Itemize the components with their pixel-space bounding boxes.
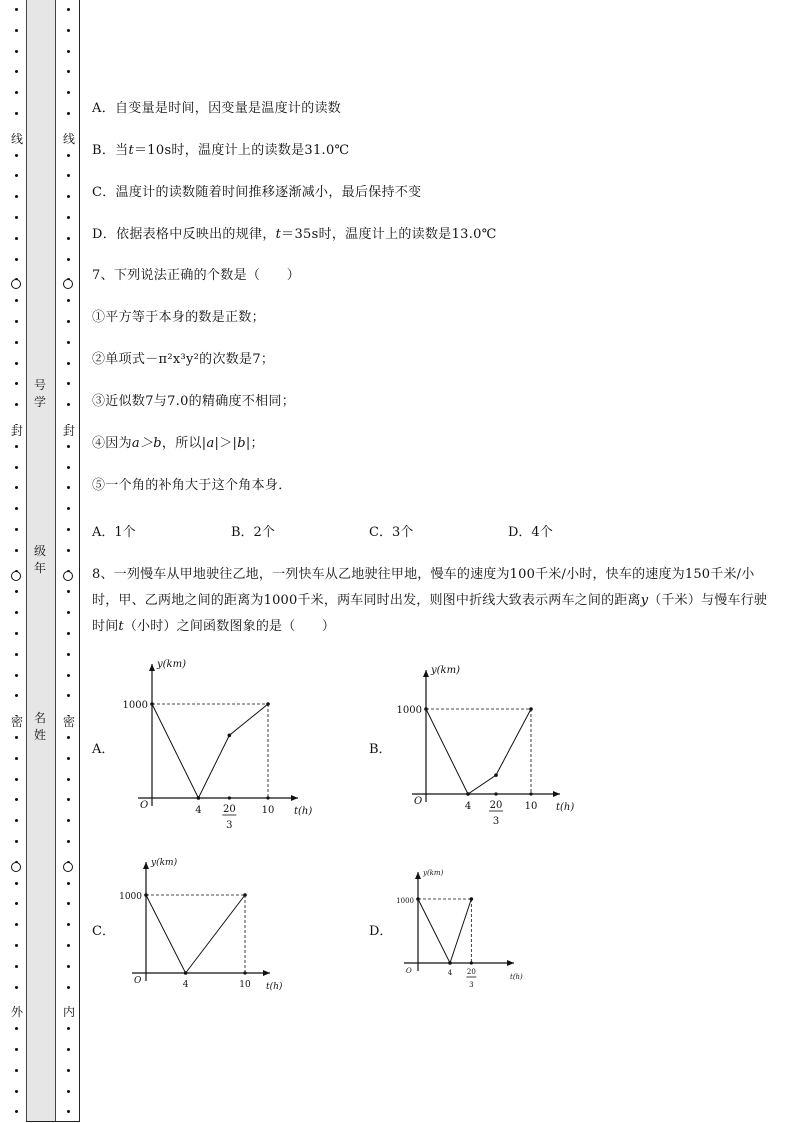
graph-a-ytick-1000: 1000: [122, 700, 148, 711]
graph-c-point: [243, 893, 247, 897]
graph-b-xtick-den: 3: [492, 816, 500, 827]
q7-statement-1: ①平方等于本身的数是正数；: [92, 310, 265, 325]
graph-b-origin: O: [414, 796, 423, 807]
graph-c-point: [144, 893, 148, 897]
graph-d-y-arrow: [415, 872, 421, 879]
graph-a-xtick-num: 20: [222, 804, 236, 815]
graph-a-y-arrow: [149, 664, 155, 671]
graph-b-point: [529, 707, 533, 711]
graph-b-x-label: t(h): [556, 802, 575, 813]
graph-c-xtick-dot: [184, 971, 187, 974]
graph-a-point: [150, 702, 154, 706]
graph-d-xtick-4: 4: [447, 969, 453, 977]
graph-d-xtick-dot: [448, 961, 451, 964]
graph-b-xtick-dot: [529, 792, 532, 795]
graph-d-series-line: [418, 899, 471, 963]
graph-c-xtick-4: 4: [182, 980, 189, 990]
graph-a-x-label: t(h): [294, 806, 313, 817]
graph-a-letter: A．: [92, 742, 115, 757]
q7-statement-3: ③近似数7与7.0的精确度不相同；: [92, 394, 296, 409]
graph-a-xtick-dot: [266, 796, 269, 799]
graph-c-xtick-dot: [243, 971, 246, 974]
graph-c-series-line: [146, 895, 245, 973]
graph-a-x-arrow: [291, 795, 298, 801]
graph-d-xtick-dot: [470, 961, 473, 964]
graph-b-y-arrow: [423, 670, 429, 677]
q6-option-c: C．温度计的读数随着时间推移逐渐减小，最后保持不变: [92, 185, 422, 200]
graph-b-point: [424, 707, 428, 711]
q6-option-a: A．自变量是时间，因变量是温度计的读数: [92, 101, 342, 116]
graph-a-xtick-den: 3: [226, 820, 233, 831]
graph-d-x-arrow: [507, 960, 514, 966]
outer-char-wai: 外: [10, 1005, 23, 1019]
q6-option-d: D．依据表格中反映出的规律，t＝35s时，温度计上的读数是13.0℃: [92, 227, 497, 242]
graph-b-x-arrow: [553, 791, 560, 797]
graph-c-x-label: t(h): [266, 982, 283, 992]
q7-option-b: B．2个: [231, 525, 275, 540]
graph-c-origin: O: [134, 976, 142, 986]
graph-d-x-label: t(h): [510, 973, 523, 981]
graph-c-xtick-10: 10: [239, 980, 251, 990]
graph-c-y-arrow: [143, 862, 149, 869]
graph-a-xtick-10: 10: [261, 805, 275, 816]
graph-d-y-label: y(km): [423, 869, 444, 877]
q8-stem: 8、一列慢车从甲地驶往乙地，一列快车从乙地驶往甲地，慢车的速度为100千米/小时，快车的速度为150千米/小时，甲、乙两地之间的距离为1000千米，两车同时出发，则图中折线大致表示两车之间的距离y（千米）与慢车行驶时间t（小时）之间函数图象的是（ ）: [92, 567, 768, 634]
q6-option-b: B．当t＝10s时，温度计上的读数是31.0℃: [92, 143, 350, 158]
outer-char-mi: 密: [10, 715, 23, 729]
graph-d-origin: O: [406, 967, 412, 975]
graph-d-letter: D．: [369, 924, 393, 939]
graph-a-xtick-dot: [228, 796, 231, 799]
graph-a-point: [266, 702, 270, 706]
q7-option-d: D．4个: [508, 525, 553, 540]
graph-b-xtick-10: 10: [524, 801, 538, 812]
inner-char-nei: 内: [62, 1005, 75, 1019]
graph-a-origin: O: [140, 800, 149, 811]
graph-b-xtick-num: 20: [489, 800, 503, 811]
graph-b-xtick-dot: [466, 792, 469, 795]
graph-a-xtick-4: 4: [195, 805, 202, 816]
outer-char-xian: 线: [10, 132, 23, 146]
graph-c-ytick-1000: 1000: [119, 892, 142, 902]
graph-c-letter: C．: [92, 924, 115, 939]
inner-char-mi: 密: [62, 715, 75, 729]
graph-d-point: [470, 897, 474, 901]
inner-char-xian: 线: [62, 132, 75, 146]
label-name: 名姓: [33, 711, 46, 742]
label-grade: 级年: [33, 544, 46, 575]
graph-b-letter: B．: [369, 742, 392, 757]
graph-a-series-line: [152, 704, 268, 798]
graph-b-series-line: [426, 709, 531, 794]
graph-a-y-label: y(km): [157, 659, 186, 670]
inner-char-feng: 封: [62, 424, 75, 438]
q7-option-c: C．3个: [369, 525, 414, 540]
q7-option-a: A．1个: [92, 525, 136, 540]
graph-d-ytick-1000: 1000: [396, 897, 414, 905]
graph-a-point: [228, 734, 232, 738]
graph-b-point: [494, 773, 498, 777]
graph-d-xtick-den: 3: [469, 981, 474, 989]
graph-b-y-label: y(km): [431, 665, 460, 676]
q7-stem: 7、下列说法正确的个数是（ ）: [92, 268, 301, 283]
label-student-number: 号学: [33, 378, 46, 409]
q7-statement-4: ④因为a＞b，所以|a|＞|b|；: [92, 436, 264, 451]
graph-b-ytick-1000: 1000: [396, 705, 422, 716]
q7-statement-5: ⑤一个角的补角大于这个角本身．: [92, 478, 292, 493]
q7-statement-2: ②单项式－π²x³y²的次数是7；: [92, 352, 275, 367]
outer-char-feng: 封: [10, 424, 23, 438]
graph-b-xtick-4: 4: [464, 801, 472, 812]
graph-b-xtick-dot: [494, 792, 497, 795]
graph-c-y-label: y(km): [151, 858, 178, 868]
graph-d-point: [416, 897, 420, 901]
graph-d-xtick-num: 20: [466, 968, 476, 976]
graph-c-x-arrow: [263, 970, 270, 976]
graph-a-xtick-dot: [197, 796, 200, 799]
